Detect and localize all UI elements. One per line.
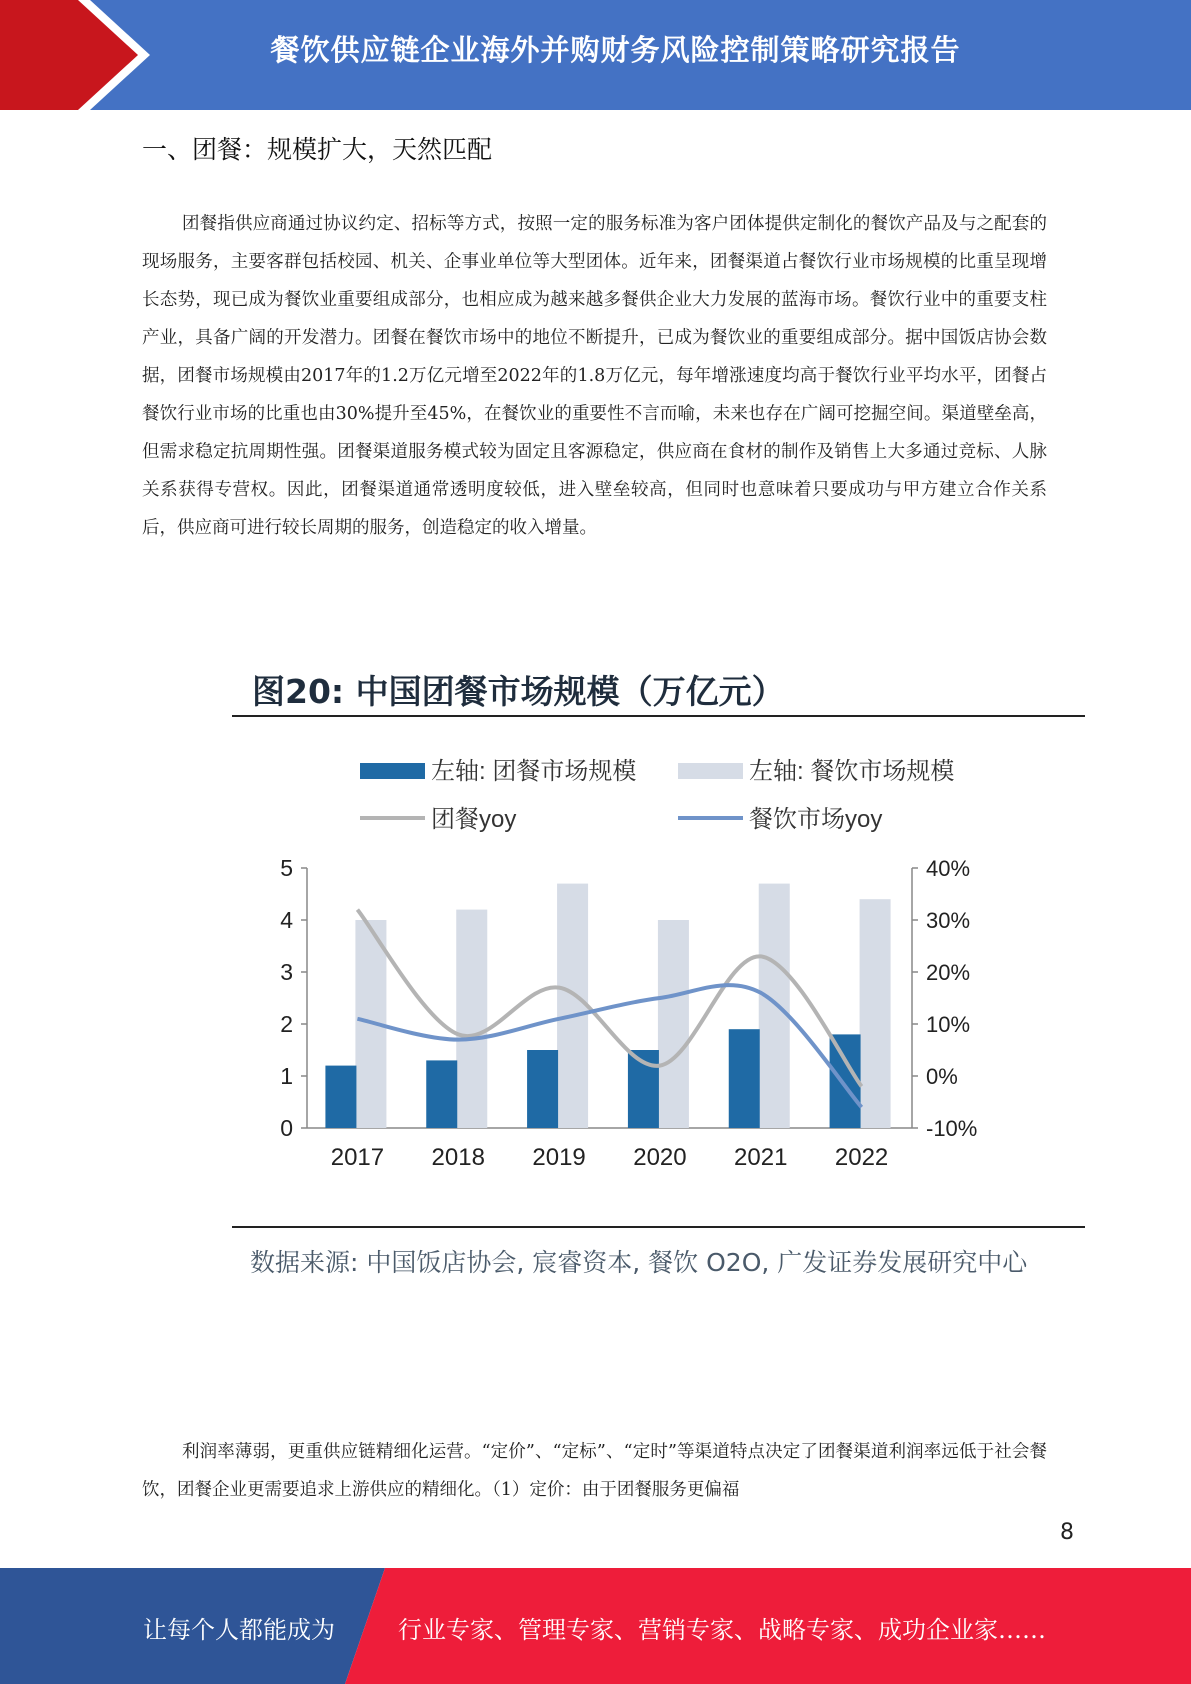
legend-label: 团餐yoy [431, 806, 517, 833]
bar-tuancan-market-size [527, 1050, 558, 1128]
legend-swatch-canyin-bar [678, 763, 743, 779]
left-tick-label: 0 [280, 1115, 293, 1141]
bar-canyin-market-size [658, 920, 689, 1128]
x-tick-label: 2020 [633, 1144, 687, 1171]
left-tick-label: 4 [280, 907, 293, 933]
right-tick-label: 20% [926, 960, 971, 985]
x-tick-label: 2019 [532, 1144, 586, 1171]
footer-slogan-left: 让每个人都能成为 [143, 1616, 335, 1644]
body-paragraph: 团餐指供应商通过协议约定、招标等方式，按照一定的服务标准为客户团体提供定制化的餐饮产品及与之配套的现场服务，主要客群包括校园、机关、企事业单位等大型团体。近年来，团餐渠道占餐饮行业市场规模的比重呈现增长态势，现已成为餐饮业重要组成部分，也相应成为越来越多餐供企业大力发展的蓝海市场。餐饮行业中的重要支柱产业，具备广阔的开发潜力。团餐在餐饮市场中的地位不断提升，已成为餐饮业的重要组成部分。据中国饭店协会数据，团餐市场规模由2017年的1.2万亿元增至2022年的1.8万亿元，每年增涨速度均高于餐饮行业平均水平，团餐占餐饮行业市场的比重也由30%提升至45%，在餐饮业的重要性不言而喻，未来也存在广阔可挖掘空间。渠道壁垒高，但需求稳定抗周期性强。团餐渠道服务模式较为固定且客源稳定，供应商在食材的制作及销售上大多通过竞标、人脉关系获得专营权。因此，团餐渠道通常透明度较低，进入壁垒较高，但同时也意味着只要成功与甲方建立合作关系后，供应商可进行较长周期的服务，创造稳定的收入增量。 [142, 214, 1047, 538]
report-title: 餐饮供应链企业海外并购财务风险控制策略研究报告 [270, 33, 961, 67]
footer-slogan-right: 行业专家、管理专家、营销专家、战略专家、成功企业家…… [398, 1616, 1046, 1644]
bar-tuancan-market-size [426, 1060, 457, 1128]
right-tick-label: 0% [926, 1064, 958, 1089]
figure-title: 图20: 中国团餐市场规模（万亿元） [252, 672, 785, 711]
legend-label: 左轴: 餐饮市场规模 [749, 758, 955, 785]
bar-canyin-market-size [557, 884, 588, 1128]
bar-canyin-market-size [860, 899, 891, 1128]
body-paragraph: 利润率薄弱，更重供应链精细化运营。“定价”、“定标”、“定时”等渠道特点决定了团餐渠道利润率远低于社会餐饮，团餐企业更需要追求上游供应的精细化。（1）定价：由于团餐服务更偏福 [142, 1442, 1047, 1500]
page-footer [0, 1568, 1191, 1684]
x-tick-label: 2017 [330, 1144, 385, 1171]
figure-source: 数据来源: 中国饭店协会, 宸睿资本, 餐饮 O2O, 广发证券发展研究中心 [250, 1248, 1028, 1277]
bar-canyin-market-size [759, 884, 790, 1128]
figure-top-rule [232, 715, 1085, 717]
x-tick-label: 2021 [734, 1144, 788, 1171]
left-tick-label: 1 [280, 1063, 293, 1089]
right-tick-label: 30% [926, 908, 971, 933]
bar-canyin-market-size [456, 910, 487, 1128]
bar-tuancan-market-size [729, 1029, 760, 1128]
legend-label: 餐饮市场yoy [749, 806, 883, 833]
legend-swatch-tuancan-bar [360, 763, 425, 779]
right-tick-label: 40% [926, 856, 971, 881]
legend-label: 左轴: 团餐市场规模 [431, 758, 637, 785]
left-tick-label: 3 [280, 959, 293, 985]
bar-tuancan-market-size [325, 1066, 356, 1128]
right-tick-label: 10% [926, 1012, 971, 1037]
left-tick-label: 5 [280, 855, 293, 881]
figure-bottom-rule [232, 1226, 1085, 1228]
page-header [0, 0, 1191, 110]
x-tick-label: 2018 [431, 1144, 485, 1171]
left-tick-label: 2 [280, 1011, 293, 1037]
right-tick-label: -10% [926, 1116, 978, 1141]
section-heading: 一、团餐：规模扩大，天然匹配 [142, 135, 493, 164]
x-tick-label: 2022 [834, 1144, 889, 1171]
market-size-chart [232, 735, 1085, 1175]
page-number: 8 [1060, 1520, 1074, 1545]
